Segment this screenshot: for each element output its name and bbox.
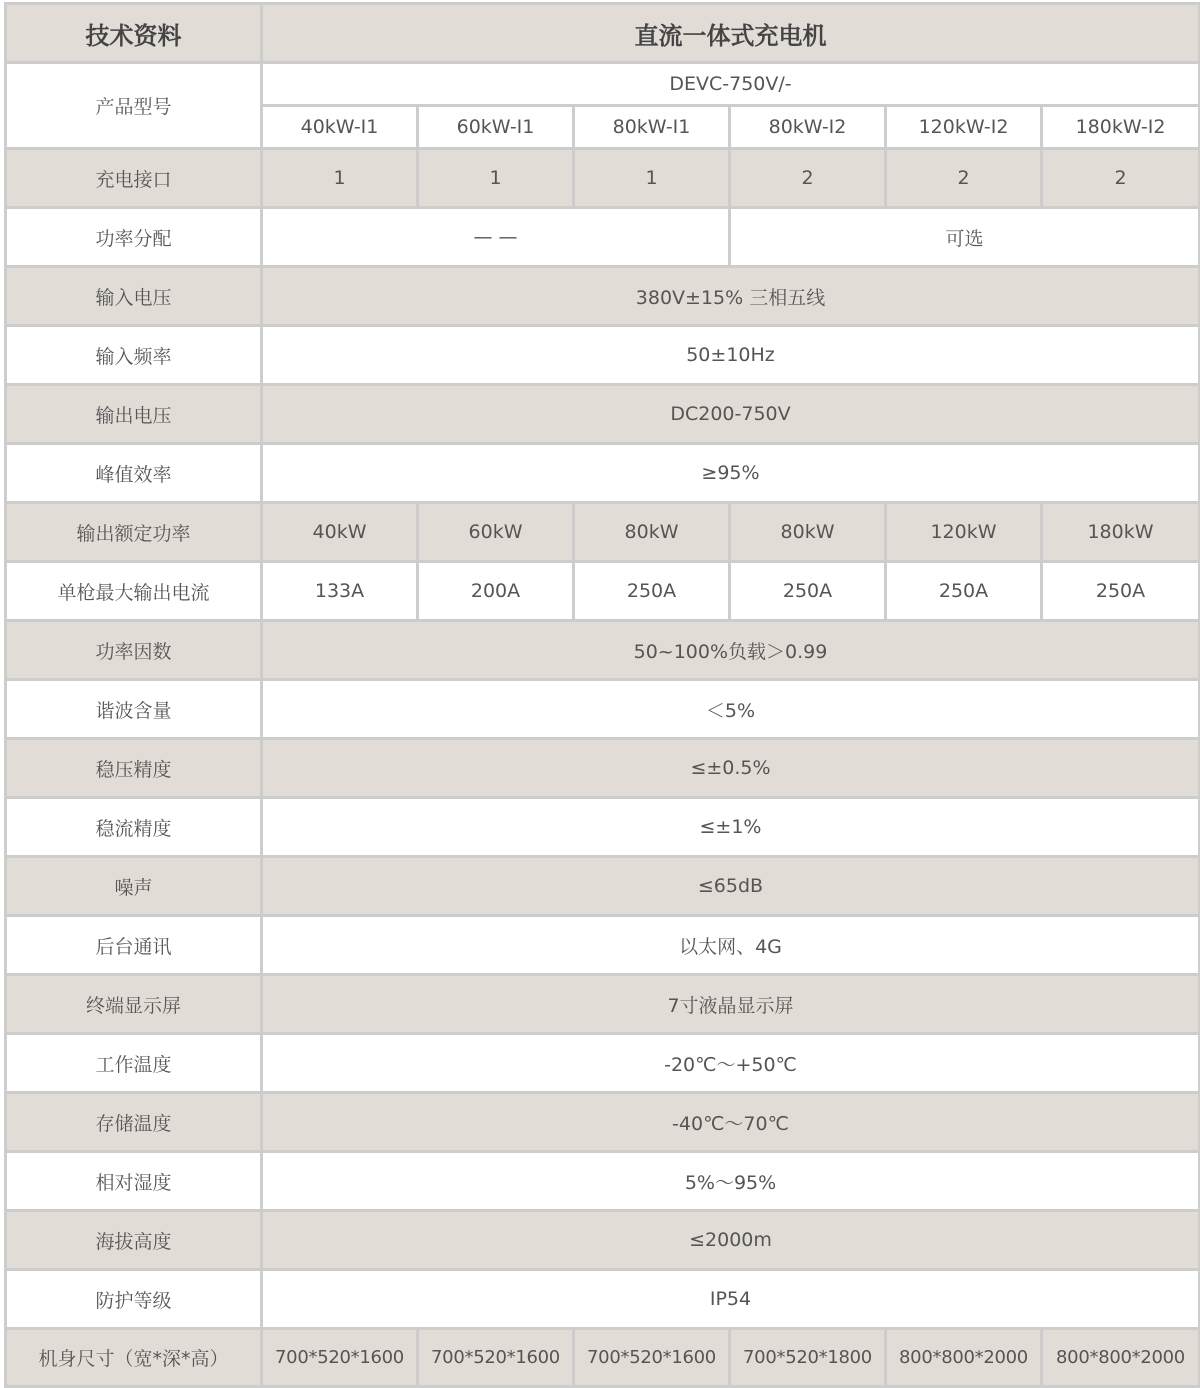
table-row <box>6 680 1200 739</box>
row-label: 工作温度 <box>6 1034 262 1093</box>
row-label: 输入电压 <box>6 267 262 326</box>
current-precision-value: ≤±1% <box>262 798 1200 857</box>
table-row <box>6 1034 1200 1093</box>
model-variant: 80kW-I1 <box>574 106 730 149</box>
charging-port-count: 2 <box>730 149 886 208</box>
noise-value: ≤65dB <box>262 857 1200 916</box>
row-label: 海拔高度 <box>6 1211 262 1270</box>
table-row <box>6 1093 1200 1152</box>
dimension-value: 700*520*1600 <box>418 1329 574 1387</box>
table-row <box>6 916 1200 975</box>
table-row <box>6 739 1200 798</box>
row-label: 功率分配 <box>6 208 262 267</box>
row-label: 充电接口 <box>6 149 262 208</box>
table-row <box>6 208 1200 267</box>
table-row <box>6 798 1200 857</box>
model-variant: 60kW-I1 <box>418 106 574 149</box>
input-voltage-value: 380V±15% 三相五线 <box>262 267 1200 326</box>
max-current-value: 250A <box>1042 562 1200 621</box>
table-row <box>6 857 1200 916</box>
power-factor-value: 50~100%负载＞0.99 <box>262 621 1200 680</box>
row-label: 噪声 <box>6 857 262 916</box>
row-label: 稳压精度 <box>6 739 262 798</box>
power-allocation-optional: 可选 <box>730 208 1200 267</box>
peak-efficiency-value: ≥95% <box>262 444 1200 503</box>
charging-port-count: 2 <box>886 149 1042 208</box>
row-label: 谐波含量 <box>6 680 262 739</box>
power-allocation-none: — — <box>262 208 730 267</box>
model-variant: 180kW-I2 <box>1042 106 1200 149</box>
charging-port-count: 2 <box>1042 149 1200 208</box>
model-label: 产品型号 <box>6 63 262 149</box>
model-variant: 40kW-I1 <box>262 106 418 149</box>
table-row <box>6 1211 1200 1270</box>
max-current-value: 250A <box>886 562 1042 621</box>
rated-power-value: 60kW <box>418 503 574 562</box>
charging-port-count: 1 <box>262 149 418 208</box>
dimension-value: 700*520*1600 <box>262 1329 418 1387</box>
protection-value: IP54 <box>262 1270 1200 1329</box>
output-voltage-value: DC200-750V <box>262 385 1200 444</box>
dimension-value: 800*800*2000 <box>1042 1329 1200 1387</box>
row-label: 终端显示屏 <box>6 975 262 1034</box>
row-label: 单枪最大输出电流 <box>6 562 262 621</box>
display-value: 7寸液晶显示屏 <box>262 975 1200 1034</box>
table-row <box>6 63 1200 106</box>
charging-port-count: 1 <box>574 149 730 208</box>
table-row <box>6 326 1200 385</box>
table-row <box>6 503 1200 562</box>
header-row <box>6 4 1200 63</box>
rated-power-value: 80kW <box>574 503 730 562</box>
model-variant: 80kW-I2 <box>730 106 886 149</box>
row-label: 输出额定功率 <box>6 503 262 562</box>
header-title: 直流一体式充电机 <box>262 4 1200 63</box>
table-row <box>6 621 1200 680</box>
row-label: 机身尺寸（宽*深*高） <box>6 1329 262 1387</box>
spec-table <box>4 2 1200 1388</box>
altitude-value: ≤2000m <box>262 1211 1200 1270</box>
harmonic-value: ＜5% <box>262 680 1200 739</box>
row-label: 功率因数 <box>6 621 262 680</box>
table-row <box>6 562 1200 621</box>
storage-temp-value: -40℃～70℃ <box>262 1093 1200 1152</box>
table-row <box>6 1329 1200 1387</box>
row-label: 相对湿度 <box>6 1152 262 1211</box>
model-series: DEVC-750V/- <box>262 63 1200 106</box>
table-row <box>6 975 1200 1034</box>
rated-power-value: 120kW <box>886 503 1042 562</box>
max-current-value: 250A <box>574 562 730 621</box>
table-row <box>6 149 1200 208</box>
model-variant: 120kW-I2 <box>886 106 1042 149</box>
row-label: 防护等级 <box>6 1270 262 1329</box>
voltage-precision-value: ≤±0.5% <box>262 739 1200 798</box>
rated-power-value: 180kW <box>1042 503 1200 562</box>
max-current-value: 200A <box>418 562 574 621</box>
table-row <box>6 385 1200 444</box>
row-label: 后台通讯 <box>6 916 262 975</box>
dimension-value: 700*520*1600 <box>574 1329 730 1387</box>
row-label: 峰值效率 <box>6 444 262 503</box>
communication-value: 以太网、4G <box>262 916 1200 975</box>
max-current-value: 250A <box>730 562 886 621</box>
row-label: 输入频率 <box>6 326 262 385</box>
rated-power-value: 80kW <box>730 503 886 562</box>
humidity-value: 5%～95% <box>262 1152 1200 1211</box>
table-row <box>6 267 1200 326</box>
charging-port-count: 1 <box>418 149 574 208</box>
table-row <box>6 1152 1200 1211</box>
row-label: 稳流精度 <box>6 798 262 857</box>
dimension-value: 800*800*2000 <box>886 1329 1042 1387</box>
input-frequency-value: 50±10Hz <box>262 326 1200 385</box>
max-current-value: 133A <box>262 562 418 621</box>
row-label: 存储温度 <box>6 1093 262 1152</box>
row-label: 输出电压 <box>6 385 262 444</box>
table-row <box>6 444 1200 503</box>
dimension-value: 700*520*1800 <box>730 1329 886 1387</box>
rated-power-value: 40kW <box>262 503 418 562</box>
table-row <box>6 1270 1200 1329</box>
header-col-label: 技术资料 <box>6 4 262 63</box>
operating-temp-value: -20℃～+50℃ <box>262 1034 1200 1093</box>
